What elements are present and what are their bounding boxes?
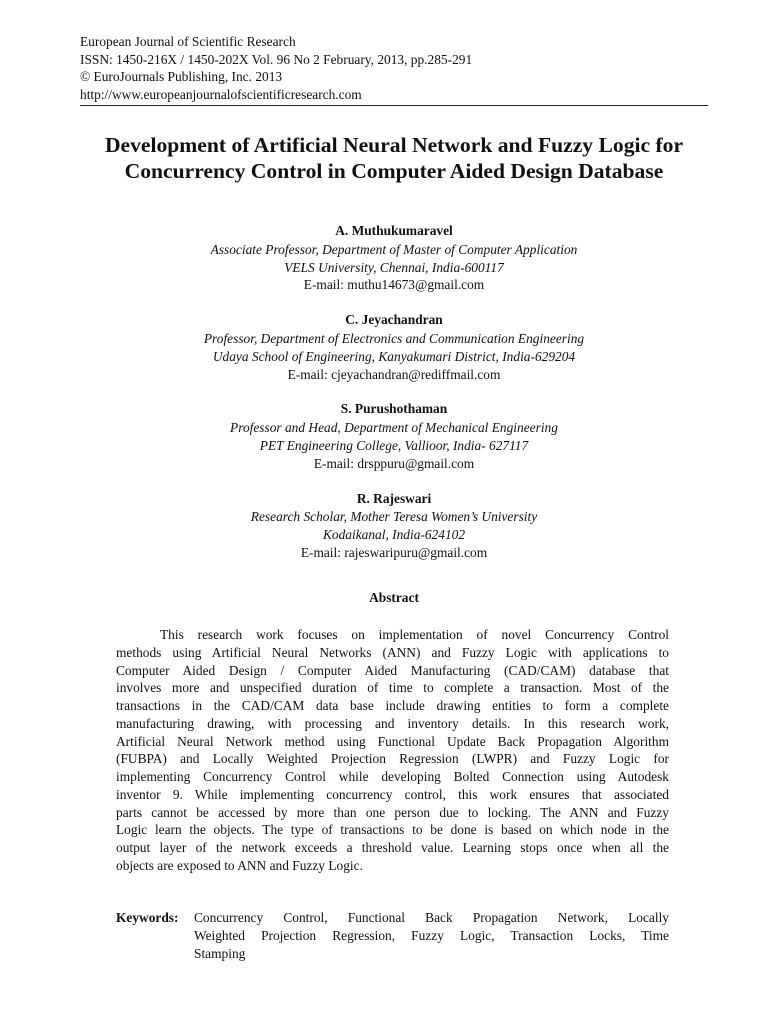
- abstract-line: involves more and unspecified duration of time to complete a transaction. Most of the: [116, 680, 669, 696]
- author-block: [60, 311, 728, 383]
- author-email: E-mail: muthu14673@gmail.com: [303, 277, 485, 293]
- issn-line: ISSN: 1450-216X / 1450-202X Vol. 96 No 2 February, 2013, pp.285-291: [80, 51, 473, 67]
- abstract-line: inventor 9. While implementing concurrency control, this work ensures that associated: [116, 786, 669, 802]
- abstract-line: parts cannot be accessed by more than one person due to locking. The ANN and Fuzzy: [116, 804, 669, 820]
- keywords-line: Concurrency Control, Functional Back Propagation Network, Locally: [194, 910, 669, 925]
- author-email: E-mail: drsppuru@gmail.com: [313, 455, 475, 471]
- author-list: [60, 222, 728, 579]
- abstract-line: output layer of the network exceeds a threshold value. Learning stops once when all the: [116, 840, 669, 855]
- abstract-line: (FUBPA) and Locally Weighted Projection Regression (LWPR) and Fuzzy Logic for: [116, 751, 669, 767]
- abstract-line: Logic learn the objects. The type of transactions to be done is based on which node in the: [116, 822, 669, 838]
- author-institution: VELS University, Chennai, India-600117: [284, 259, 504, 275]
- abstract-line: Artificial Neural Network method using Functional Update Back Propagation Algorithm: [116, 733, 669, 749]
- header-divider: [80, 105, 708, 106]
- keywords-line: Weighted Projection Regression, Fuzzy Logic, Transaction Locks, Time: [194, 927, 669, 943]
- abstract-text: [116, 626, 669, 875]
- author-name: S. Purushothaman: [340, 401, 448, 417]
- abstract-line: objects are exposed to ANN and Fuzzy Logic.: [116, 857, 363, 873]
- author-affiliation: Professor, Department of Electronics and Communication Engineering: [203, 330, 585, 346]
- author-institution: Kodaikanal, India-624102: [322, 527, 466, 543]
- author-block: [60, 400, 728, 472]
- copyright-line: © EuroJournals Publishing, Inc. 2013: [80, 69, 283, 84]
- author-email: E-mail: rajeswaripuru@gmail.com: [300, 544, 488, 560]
- author-institution: PET Engineering College, Vallioor, India- 627117: [259, 437, 529, 453]
- abstract-line: implementing Concurrency Control while developing Bolted Connection using Autodesk: [116, 769, 669, 784]
- author-name: C. Jeyachandran: [345, 312, 443, 328]
- author-affiliation: Associate Professor, Department of Master of Computer Application: [210, 241, 578, 257]
- abstract-line: manufacturing drawing, with processing and inventory details. In this research work,: [116, 715, 669, 731]
- keywords-label: Keywords:: [116, 910, 179, 925]
- title-line-2: Concurrency Control in Computer Aided Design Database: [124, 158, 664, 183]
- paper-title: [60, 133, 728, 184]
- author-name: A. Muthukumaravel: [335, 223, 453, 238]
- author-name: R. Rajeswari: [356, 490, 432, 506]
- journal-header: [80, 33, 472, 103]
- author-block: [60, 222, 728, 294]
- journal-url: http://www.europeanjournalofscientificresearch.com: [80, 86, 362, 102]
- journal-name: European Journal of Scientific Research: [80, 34, 296, 49]
- author-affiliation: Professor and Head, Department of Mechanical Engineering: [230, 420, 558, 436]
- abstract-line: methods using Artificial Neural Networks (ANN) and Fuzzy Logic with applications to: [116, 644, 669, 660]
- abstract-line: transactions in the CAD/CAM data base include drawing entities to form a complete: [116, 698, 669, 713]
- abstract-line: This research work focuses on implementation of novel Concurrency Control: [160, 627, 669, 642]
- keywords-list: [194, 909, 669, 962]
- author-affiliation: Research Scholar, Mother Teresa Women’s University: [250, 509, 538, 525]
- abstract-heading: Abstract: [369, 590, 419, 605]
- keywords-line: Stamping: [194, 945, 246, 961]
- author-institution: Udaya School of Engineering, Kanyakumari District, India-629204: [212, 348, 576, 364]
- author-email: E-mail: cjeyachandran@rediffmail.com: [287, 366, 501, 382]
- abstract-line: Computer Aided Design / Computer Aided Manufacturing (CAD/CAM) database that: [116, 662, 669, 678]
- title-line-1: Development of Artificial Neural Network and Fuzzy Logic for: [104, 133, 684, 157]
- author-block: [60, 490, 728, 562]
